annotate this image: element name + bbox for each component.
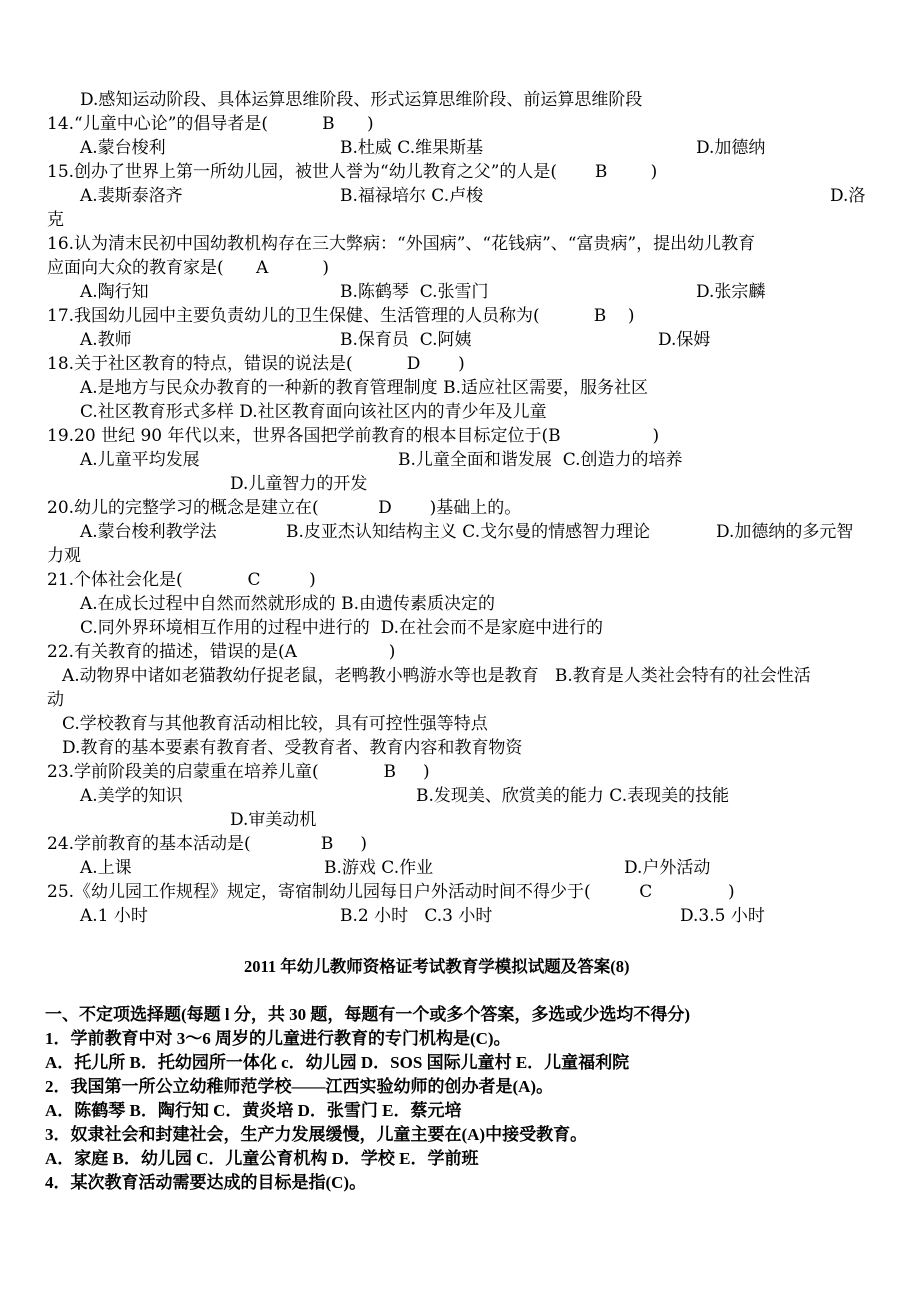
options-2: A．陈鹤琴 B．陶行知 C．黄炎培 D．张雪门 E．蔡元培 xyxy=(45,1101,462,1120)
option-d: D.洛 xyxy=(830,186,866,206)
question-17: 17.我国幼儿园中主要负责幼儿的卫生保健、生活管理的人员称为( B ) xyxy=(47,306,635,326)
option-a: A.美学的知识 xyxy=(80,786,183,806)
option-bc: B.皮亚杰认知结构主义 C.戈尔曼的情感智力理论 xyxy=(286,522,651,542)
text-line: 力观 xyxy=(47,546,81,566)
option-a: A.裴斯泰洛齐 xyxy=(80,186,183,206)
options-ab: A.是地方与民众办教育的一种新的教育管理制度 B.适应社区需要，服务社区 xyxy=(80,378,648,398)
text-line: 动 xyxy=(47,690,64,710)
option-a: A.陶行知 xyxy=(80,282,149,302)
options-ab: A.动物界中诸如老猫教幼仔捉老鼠，老鸭教小鸭游水等也是教育 B.教育是人类社会特有的社会性活 xyxy=(62,666,811,686)
option-d: D.教育的基本要素有教育者、受教育者、教育内容和教育物资 xyxy=(62,738,523,758)
section-title: 2011 年幼儿教师资格证考试教育学模拟试题及答案(8) xyxy=(244,957,630,976)
options-3: A．家庭 B．幼儿园 C．儿童公育机构 D．学校 E．学前班 xyxy=(45,1149,479,1168)
question-3: 3．奴隶社会和封建社会，生产力发展缓慢，儿童主要在(A)中接受教育。 xyxy=(45,1125,588,1144)
option-a: A.儿童平均发展 xyxy=(80,450,200,470)
options-cd: C.同外界环境相互作用的过程中进行的 D.在社会而不是家庭中进行的 xyxy=(80,618,604,638)
option-bc: B.杜威 C.维果斯基 xyxy=(340,138,484,158)
question-23: 23.学前阶段美的启蒙重在培养儿童( B ) xyxy=(47,762,430,782)
question-24: 24.学前教育的基本活动是( B ) xyxy=(47,834,368,854)
instructions: 一、不定项选择题(每题 l 分，共 30 题，每题有一个或多个答案，多选或少选均不得分) xyxy=(45,1005,691,1024)
option-bc: B.游戏 C.作业 xyxy=(324,858,434,878)
question-20: 20.幼儿的完整学习的概念是建立在( D )基础上的。 xyxy=(47,498,522,518)
options-cd: C.社区教育形式多样 D.社区教育面向该社区内的青少年及儿童 xyxy=(80,402,547,422)
option-d: D.3.5 小时 xyxy=(680,906,765,926)
option-d: D.加德纳 xyxy=(696,138,766,158)
question-22: 22.有关教育的描述，错误的是(A ) xyxy=(47,642,396,662)
option-c: C.学校教育与其他教育活动相比较，具有可控性强等特点 xyxy=(62,714,488,734)
options-ab: A.在成长过程中自然而然就形成的 B.由遗传素质决定的 xyxy=(80,594,495,614)
question-21: 21.个体社会化是( C ) xyxy=(47,570,316,590)
question-2: 2．我国第一所公立幼稚师范学校——江西实验幼师的创办者是(A)。 xyxy=(45,1077,554,1096)
option-d: D.审美动机 xyxy=(230,810,317,830)
text-line: 克 xyxy=(47,210,64,230)
option-bc: B.福禄培尔 C.卢梭 xyxy=(340,186,484,206)
question-14: 14.“儿童中心论”的倡导者是( B ) xyxy=(47,114,374,134)
question-16: 16.认为清末民初中国幼教机构存在三大弊病：“外国病”、“花钱病”、“富贵病”，提出幼儿教育 xyxy=(47,234,756,254)
question-1: 1．学前教育中对 3～6 周岁的儿童进行教育的专门机构是(C)。 xyxy=(45,1029,511,1048)
option-bc: B.发现美、欣赏美的能力 C.表现美的技能 xyxy=(416,786,730,806)
option-d: D.张宗麟 xyxy=(696,282,766,302)
option-d: D.保姆 xyxy=(658,330,711,350)
question-4: 4．某次教育活动需要达成的目标是指(C)。 xyxy=(45,1173,367,1192)
question-15: 15.创办了世界上第一所幼儿园，被世人誉为“幼儿教育之父”的人是( B ) xyxy=(47,162,658,182)
option-bc: B.儿童全面和谐发展 C.创造力的培养 xyxy=(398,450,683,470)
options-1: A．托儿所 B．托幼园所一体化 c．幼儿园 D．SOS 国际儿童村 E．儿童福利院 xyxy=(45,1053,630,1072)
option-bc: B.陈鹤琴 C.张雪门 xyxy=(340,282,489,302)
question-18: 18.关于社区教育的特点，错误的说法是( D ) xyxy=(47,354,465,374)
option-d: D.儿童智力的开发 xyxy=(230,474,368,494)
option-bc: B.保育员 C.阿姨 xyxy=(340,330,472,350)
option-a: A.蒙台梭利教学法 xyxy=(80,522,217,542)
option-a: A.上课 xyxy=(80,858,132,878)
text-line: 应面向大众的教育家是( A ) xyxy=(47,258,330,278)
question-25: 25.《幼儿园工作规程》规定，寄宿制幼儿园每日户外活动时间不得少于( C ) xyxy=(47,882,735,902)
text-line: D.感知运动阶段、具体运算思维阶段、形式运算思维阶段、前运算思维阶段 xyxy=(80,90,643,110)
option-d: D.户外活动 xyxy=(624,858,711,878)
question-19: 19.20 世纪 90 年代以来，世界各国把学前教育的根本目标定位于(B ) xyxy=(47,426,660,446)
option-a: A.1 小时 xyxy=(80,906,148,926)
option-d: D.加德纳的多元智 xyxy=(716,522,854,542)
option-a: A.教师 xyxy=(80,330,132,350)
option-a: A.蒙台梭利 xyxy=(80,138,166,158)
option-bc: B.2 小时 C.3 小时 xyxy=(340,906,493,926)
